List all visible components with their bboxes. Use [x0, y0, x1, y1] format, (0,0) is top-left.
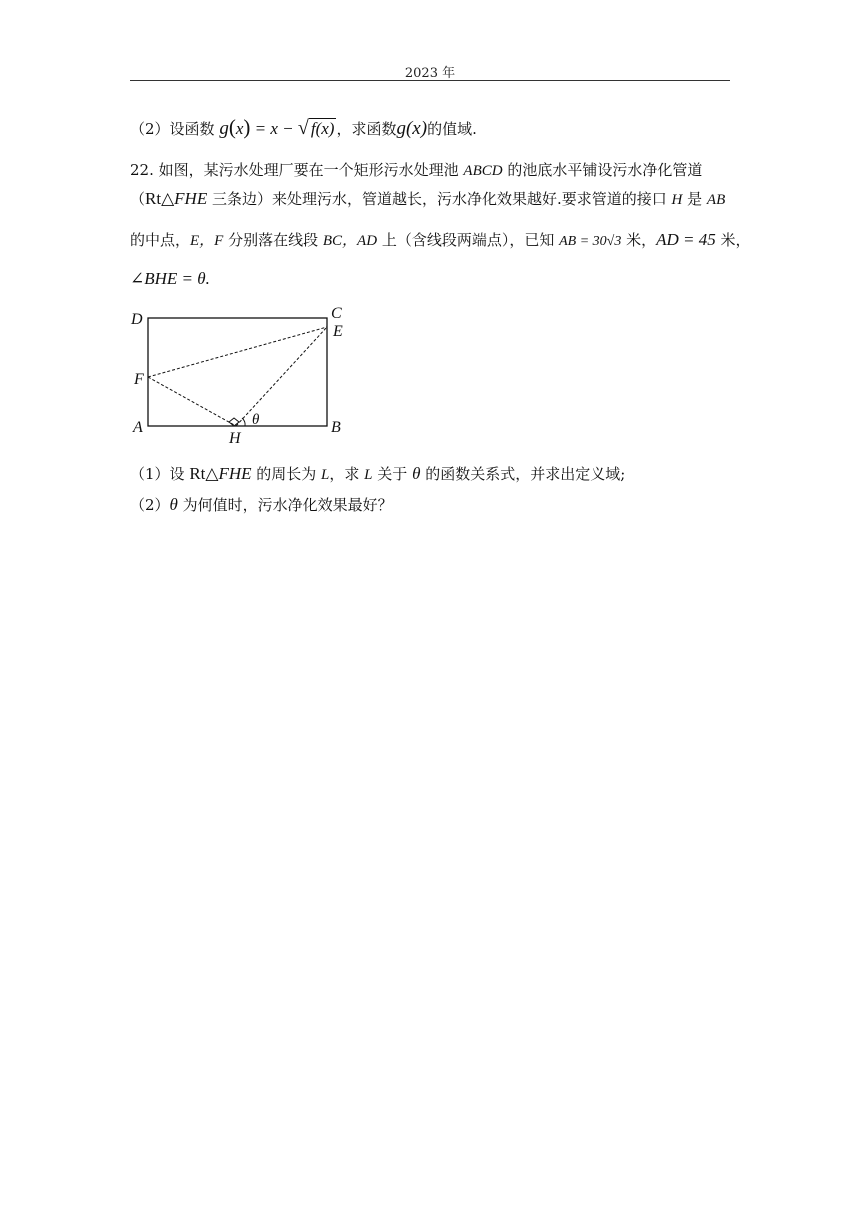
sub-question-1: （1）设 Rt△FHE 的周长为 L，求 L 关于 θ 的函数关系式，并求出定义域;: [130, 464, 626, 483]
header-rule: [130, 80, 730, 81]
label-a: A: [133, 419, 143, 436]
prev-question-2: （2）设函数 g(x) = x − √ f(x) ，求函数g(x)的值域.: [130, 115, 477, 139]
label-f: F: [134, 371, 144, 388]
segment-he: [236, 327, 327, 426]
segment-fh: [148, 377, 236, 426]
q22-line-4: ∠BHE = θ.: [130, 269, 210, 288]
page-header-year: 2023 年: [404, 66, 456, 81]
q22-line-1: 22. 如图，某污水处理厂要在一个矩形污水处理池 ABCD 的池底水平铺设污水净化管道: [130, 161, 703, 179]
rectangle-abcd: [148, 318, 327, 426]
q22-line-2: （Rt△FHE 三条边）来处理污水，管道越长，污水净化效果越好.要求管道的接口 H 是 AB: [130, 189, 726, 208]
theta-arc: [242, 418, 245, 426]
label-theta: θ: [252, 412, 260, 428]
label-c: C: [331, 305, 342, 322]
rectangle-figure: [128, 302, 368, 450]
q22-line-3: 的中点，E，F 分别落在线段 BC，AD 上（含线段两端点），已知 AB = 30√3 米，AD = 45 米，: [130, 230, 751, 249]
sub-question-2: （2）θ 为何值时，污水净化效果最好？: [130, 495, 393, 514]
label-e: E: [333, 323, 343, 340]
segment-fe: [148, 327, 327, 377]
label-d: D: [131, 311, 143, 328]
label-b: B: [331, 419, 341, 436]
sqrt-sign: √: [297, 117, 309, 139]
label-h: H: [229, 430, 241, 447]
figure-svg: [128, 302, 368, 450]
